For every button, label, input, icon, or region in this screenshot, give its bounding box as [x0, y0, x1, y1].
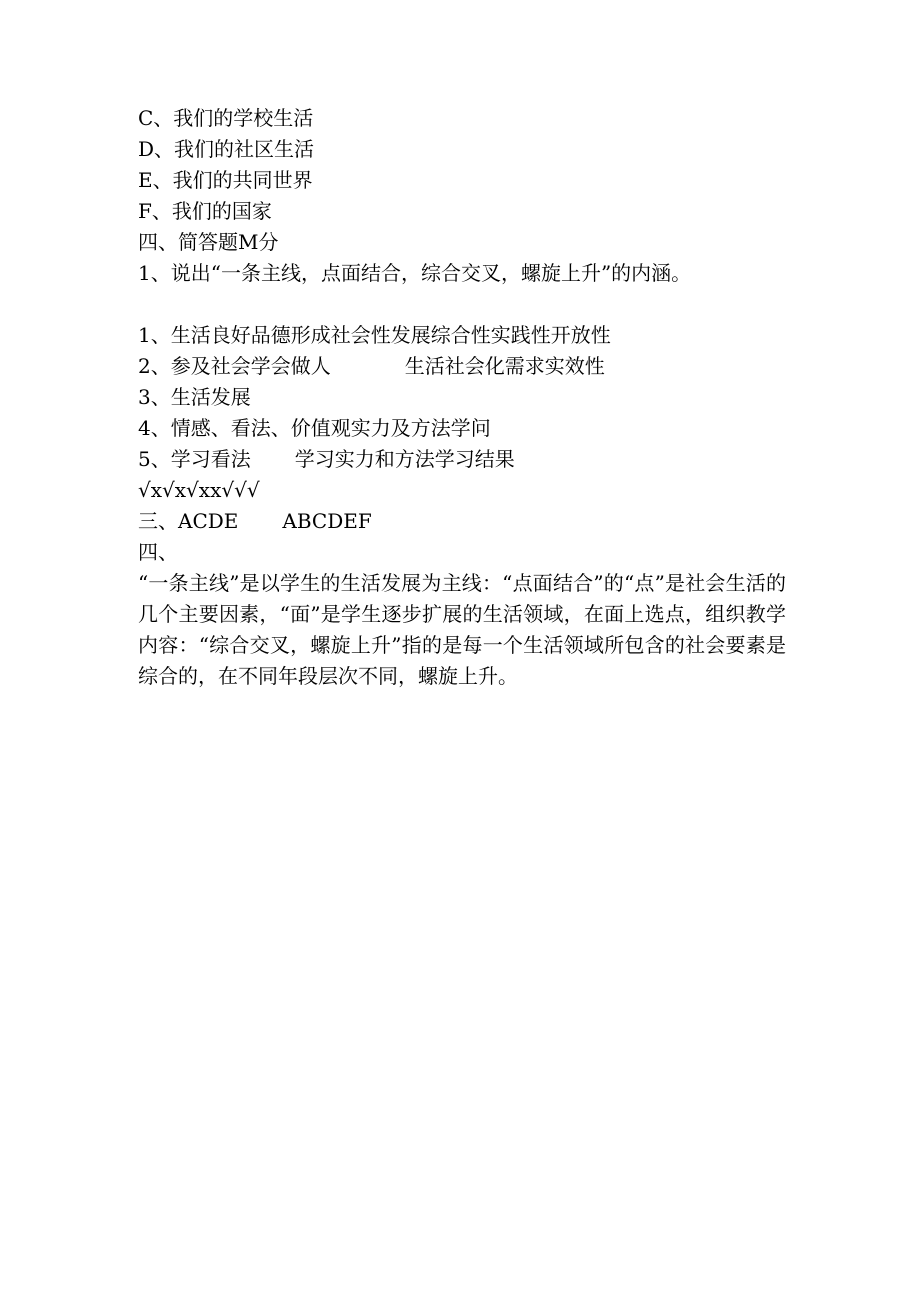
section-four-paragraph: “一条主线”是以学生的生活发展为主线：“点面结合”的“点”是社会生活的几个主要因素，“面”是学生逐步扩展的生活领域，在面上选点，组织教学内容：“综合交叉，螺旋上升”指的是每一个生活领域所包含的社会要素是综合的，在不同年段层次不同，螺旋上升。: [138, 571, 786, 688]
option-f: F、我们的国家: [138, 199, 272, 223]
answer-5-text: 5、学习看法: [138, 447, 251, 471]
option-c: C、我们的学校生活: [138, 106, 314, 130]
multiple-choice-extra: ABCDEF: [282, 509, 372, 533]
option-d: D、我们的社区生活: [138, 137, 315, 161]
answer-2-extra: 生活社会化需求实效性: [404, 354, 605, 378]
answer-2-text: 2、参及社会学会做人: [138, 354, 331, 378]
true-false-text: √x√x√xx√√√: [138, 478, 260, 502]
page-content: [138, 103, 788, 692]
answer-line-5: [138, 444, 788, 475]
answer-line-1: [138, 320, 788, 351]
blank-line: [138, 289, 788, 320]
option-e: E、我们的共同世界: [138, 168, 313, 192]
answer-line-3: [138, 382, 788, 413]
answer-line-4: [138, 413, 788, 444]
true-false-answers: [138, 475, 788, 506]
answer-5-extra: 学习实力和方法学习结果: [294, 447, 515, 471]
answer-1-text: 1、生活良好品德形成社会性发展综合性实践性开放性: [138, 323, 611, 347]
section-four-heading: 四、: [138, 540, 178, 564]
answer-4-text: 4、情感、看法、价值观实力及方法学问: [138, 416, 491, 440]
section-heading-short-answer: 四、简答题M分: [138, 230, 279, 254]
multiple-choice-answers: [138, 506, 788, 537]
answer-line-2: [138, 351, 788, 382]
multiple-choice-text: 三、ACDE: [138, 509, 239, 533]
answer-3-text: 3、生活发展: [138, 385, 251, 409]
question-1: 1、说出“一条主线，点面结合，综合交叉，螺旋上升”的内涵。: [138, 261, 692, 285]
